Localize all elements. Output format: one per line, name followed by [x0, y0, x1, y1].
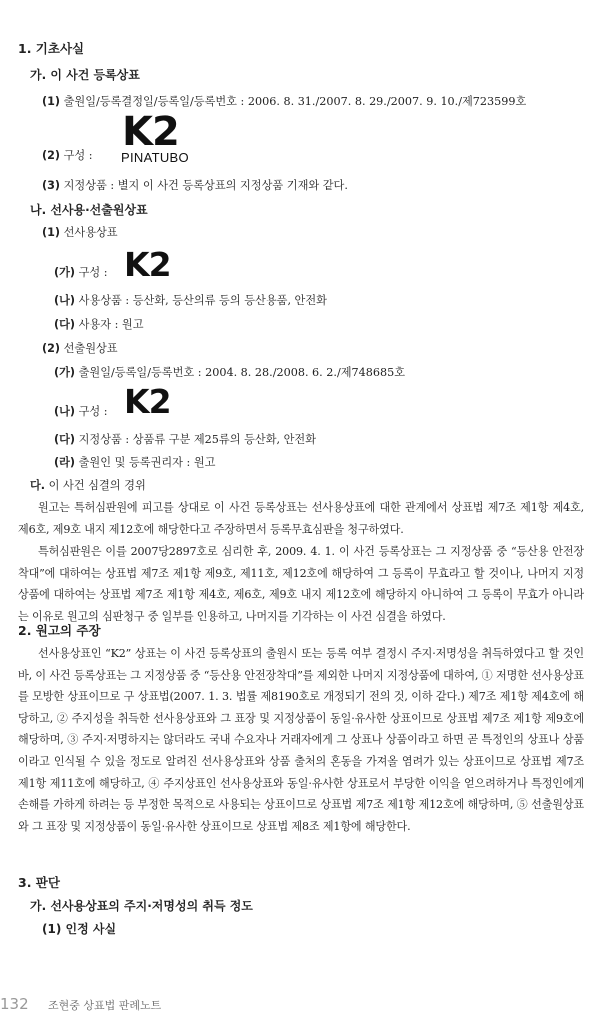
item-number: (라)	[54, 456, 76, 469]
item-label: 선출원상표	[63, 342, 118, 355]
item-text: 지정상품 : 별지 이 사건 등록상표의 지정상품 기재와 같다.	[63, 179, 348, 192]
item-number: (3)	[42, 179, 61, 192]
na-1-da	[54, 318, 144, 332]
item-text: 출원일/등록일/등록번호 : 2004. 8. 28./2008. 6. 2./제748685호	[78, 366, 406, 379]
section-3-item-1: (1) 인정 사실	[42, 922, 117, 936]
prior-use-mark-logo: K2	[124, 245, 171, 284]
item-number: (1)	[42, 226, 61, 239]
registered-mark-subtitle: PINATUBO	[121, 150, 189, 165]
item-label: 구성 :	[78, 405, 108, 418]
ga-item-2	[42, 149, 93, 163]
section-2-paragraph: 선사용상표인 “K2” 상표는 이 사건 등록상표의 출원시 또는 등록 여부 결정시 주지·저명성을 취득하였다고 할 것인바, 이 사건 등록상표는 그 지정상품 중 “등산용 안전장착대”를 제외한 나머지 지정상품에 대하여, ① 저명한 선사용상표를 모방한 상표이므로 구 상표법(2007. 1. 3. 법률 제8190호로 개정되기 전의 것, 이하 같다.) 제7조 제1항 제4호에 해당하고, ② 주지성을 취득한 선사용상표와 그 표장 및 지정상품이 동일·유사한 상표이므로 상표법 제7조 제1항 제9호에 해당하며, ③ 주지·저명하지는 않더라도 국내 수요자나 거래자에게 그 상표나 상품이라고 하면 곧 특정인의 상표나 상품이라고 인식될 수 있을 정도로 알려진 선사용상표와 상품 출처의 혼동을 가져올 염려가 있는 상표이므로 상표법 제7조 제1항 제11호에 해당하고, ④ 주지상표인 선사용상표와 동일·유사한 상표로서 부당한 이익을 얻으려하거나 특정인에게 손해를 가하게 하려는 등 부정한 목적으로 사용되는 상표이므로 상표법 제7조 제1항 제12호에 해당하며, ⑤ 선출원상표와 그 표장 및 지정상품이 동일·유사한 상표이므로 상표법 제8조 제1항에 해당한다.	[18, 647, 584, 833]
section-3-heading: 3. 판단	[18, 875, 60, 890]
na-1-na	[54, 294, 327, 308]
item-number: (나)	[54, 405, 76, 418]
na-item-1	[42, 226, 118, 240]
item-text: 지정상품 : 상품류 구분 제25류의 등산화, 안전화	[78, 433, 317, 446]
item-number: (나)	[54, 294, 76, 307]
na-1-ga	[54, 266, 108, 280]
na-2-da	[54, 433, 316, 447]
page-number: 132	[0, 995, 29, 1013]
item-number: (다)	[54, 318, 76, 331]
section-1-heading: 1. 기초사실	[18, 41, 85, 56]
subsection-da-heading	[30, 479, 146, 493]
item-text: 출원일/등록결정일/등록일/등록번호 : 2006. 8. 31./2007. 8. 29./2007. 9. 10./제723599호	[63, 95, 527, 108]
ga-item-1	[42, 95, 526, 109]
na-item-2	[42, 342, 118, 356]
na-2-ga	[54, 366, 405, 380]
book-title: 조현중 상표법 판례노트	[48, 999, 162, 1012]
item-number: (2)	[42, 342, 61, 355]
subsection-na-heading: 나. 선사용·선출원상표	[30, 203, 148, 217]
da-paragraph-2: 특허심판원은 이를 2007당2897호로 심리한 후, 2009. 4. 1. 이 사건 등록상표는 그 지정상품 중 “등산용 안전장착대”에 대하여는 상표법 제7조 제1항 제9호, 제11호, 제12호에 해당하여 그 등록이 무효라고 할 것이나, 나머지 지정상품에 대하여는 상표법 제7조 제1항 제4호, 제6호, 제9호 내지 제12호에 해당하지 아니하여 그 등록이 무효가 아니라는 이유로 원고의 심판청구 중 일부를 인용하고, 나머지를 기각하는 이 사건 심결을 하였다.	[18, 545, 584, 623]
na-2-ra	[54, 456, 215, 470]
item-number: (2)	[42, 149, 61, 162]
section-2-heading: 2. 원고의 주장	[18, 623, 101, 638]
prior-application-mark-logo: K2	[124, 382, 171, 421]
item-number: (가)	[54, 266, 76, 279]
item-label: 구성 :	[78, 266, 108, 279]
item-text: 사용자 : 원고	[78, 318, 144, 331]
heading-mark: 다.	[30, 479, 46, 492]
ga-item-3	[42, 179, 348, 193]
section-3-ga-heading: 가. 선사용상표의 주지·저명성의 취득 정도	[30, 899, 253, 913]
item-number: (1)	[42, 95, 61, 108]
item-label: 구성 :	[63, 149, 93, 162]
item-number: (가)	[54, 366, 76, 379]
item-text: 사용상품 : 등산화, 등산의류 등의 등산용품, 안전화	[78, 294, 327, 307]
item-text: 출원인 및 등록권리자 : 원고	[78, 456, 216, 469]
registered-mark-logo: K2	[122, 109, 179, 155]
heading-text: 이 사건 심결의 경위	[48, 479, 146, 492]
item-label: 선사용상표	[63, 226, 118, 239]
subsection-ga-heading: 가. 이 사건 등록상표	[30, 68, 140, 82]
item-number: (다)	[54, 433, 76, 446]
na-2-na	[54, 405, 108, 419]
da-paragraph-1: 원고는 특허심판원에 피고를 상대로 이 사건 등록상표는 선사용상표에 대한 관계에서 상표법 제7조 제1항 제4호, 제6호, 제9호 내지 제12호에 해당한다고 주장하면서 등록무효심판을 청구하였다.	[18, 501, 584, 536]
